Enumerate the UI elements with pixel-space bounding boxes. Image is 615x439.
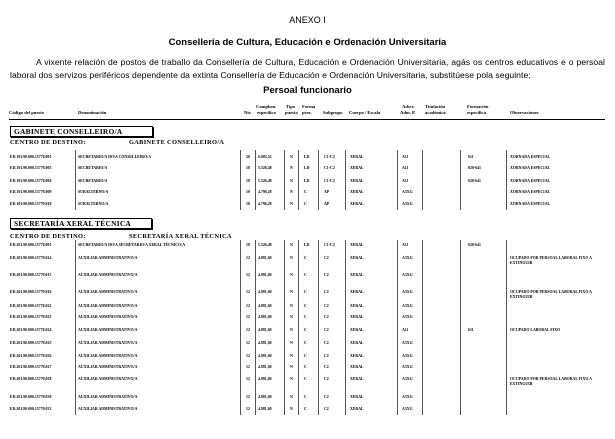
row-complemento: 4.881,60 <box>258 407 272 411</box>
row-observaciones: XORNADA ESPECIAL <box>510 179 551 183</box>
row-adscr: A3XG <box>402 407 413 411</box>
row-name: AUXILIAR ADMINISTRATIVO/A <box>78 377 138 381</box>
col-subgrupo: Subgrupo <box>323 110 343 115</box>
row-subgrupo: C2 <box>324 407 329 411</box>
row-forma: C <box>304 256 307 260</box>
table-row <box>0 290 615 299</box>
table-row <box>0 354 615 363</box>
col-forma-2: prov. <box>302 110 312 115</box>
table-row <box>0 155 615 164</box>
column-divider <box>460 150 461 210</box>
table-row <box>0 243 615 252</box>
column-divider <box>255 150 256 210</box>
row-tipo: N <box>290 273 293 277</box>
row-complemento: 5.526,48 <box>258 166 272 170</box>
table-row <box>0 341 615 350</box>
row-niv: 12 <box>246 304 250 308</box>
row-adscr: A3XG <box>402 315 413 319</box>
table-row <box>0 407 615 416</box>
col-tipo-1: Tipo <box>286 104 296 109</box>
row-forma: C <box>304 341 307 345</box>
row-corpo: XERAL <box>350 243 364 247</box>
row-complemento: 4.881,60 <box>258 315 272 319</box>
row-code: ED.201.90.000.15770.015 <box>10 273 52 277</box>
row-observaciones: OCUPADO POR PERSOAL LABORAL FIXO A EXTINGUIR <box>510 377 592 386</box>
row-subgrupo: C2 <box>324 354 329 358</box>
column-divider <box>240 240 241 415</box>
col-niv: Niv. <box>244 110 252 115</box>
row-subgrupo: C2 <box>324 290 329 294</box>
row-corpo: XERAL <box>350 290 364 294</box>
header-rule <box>9 119 605 120</box>
row-code: ED.201.90.000.15770.016 <box>10 290 52 294</box>
row-niv: 18 <box>246 179 250 183</box>
row-adscr: A3XG <box>402 202 413 206</box>
row-adscr: A3XG <box>402 290 413 294</box>
row-niv: 12 <box>246 365 250 369</box>
row-subgrupo: C2 <box>324 256 329 260</box>
row-corpo: XERAL <box>350 166 364 170</box>
table-row <box>0 166 615 175</box>
centre-value: SECRETARÍA XERAL TÉCNICA <box>129 233 232 240</box>
row-subgrupo: C2 <box>324 341 329 345</box>
row-forma: C <box>304 377 307 381</box>
row-subgrupo: C1-C2 <box>324 179 335 183</box>
row-forma: LD <box>304 243 310 247</box>
row-code: ED.101.90.000.15770.009 <box>10 190 52 194</box>
row-complemento: 4.881,60 <box>258 377 272 381</box>
row-code: ED.201.90.000.15770.024 <box>10 328 52 332</box>
row-tipo: N <box>290 341 293 345</box>
column-divider <box>397 240 398 415</box>
column-divider <box>284 150 285 210</box>
row-corpo: XERAL <box>350 273 364 277</box>
row-niv: 12 <box>246 407 250 411</box>
row-tipo: N <box>290 190 293 194</box>
row-code: ED.201.90.000.15770.023 <box>10 315 52 319</box>
row-forma: C <box>304 190 307 194</box>
row-tipo: N <box>290 365 293 369</box>
row-name: SECRETARIO/A <box>78 166 108 170</box>
table-row <box>0 377 615 386</box>
row-niv: 10 <box>246 202 250 206</box>
row-name: AUXILIAR ADMINISTRATIVO/A <box>78 273 138 277</box>
col-observaciones: Observaciones <box>510 110 539 115</box>
row-code: ED.201.90.000.15770.022 <box>10 304 52 308</box>
row-name: AUXILIAR ADMINISTRATIVO/A <box>78 365 138 369</box>
row-corpo: XERAL <box>350 354 364 358</box>
row-code: ED.201.90.000.15770.026 <box>10 354 52 358</box>
row-corpo: XERAL <box>350 365 364 369</box>
row-tipo: N <box>290 328 293 332</box>
row-tipo: N <box>290 395 293 399</box>
row-name: SECRETARIO/A DO/A SECRETARIO/A XERAL TÉCNICO/A <box>78 243 186 247</box>
row-complemento: 4.881,60 <box>258 328 272 332</box>
row-observaciones: XORNADA ESPECIAL <box>510 166 551 170</box>
column-divider <box>345 150 346 210</box>
row-tipo: N <box>290 179 293 183</box>
row-tipo: N <box>290 243 293 247</box>
col-denominacion: Denominación <box>78 110 107 115</box>
row-adscr: A3XG <box>402 395 413 399</box>
row-corpo: XERAL <box>350 256 364 260</box>
row-niv: 20 <box>246 155 250 159</box>
row-subgrupo: AP <box>324 202 330 206</box>
centre-line-secretaria <box>10 233 232 240</box>
row-niv: 12 <box>246 377 250 381</box>
column-divider <box>75 150 76 210</box>
table-row <box>0 315 615 324</box>
row-adscr: A11 <box>402 243 409 247</box>
row-name: AUXILIAR ADMINISTRATIVO/A <box>78 304 138 308</box>
row-code: ED.201.90.000.15770.001 <box>10 243 52 247</box>
intro-paragraph: A vixente relación de postos de traballo da Consellería de Cultura, Educación e Ordenación Universitaria, agás os centros educativos e o persoal laboral dos servizos periféricos dependente da extinta Consellería de Educación e Ordenación Universitaria, substitúese pola seguinte: <box>10 57 605 80</box>
row-niv: 12 <box>246 354 250 358</box>
row-complemento: 5.526,48 <box>258 243 272 247</box>
column-divider <box>240 150 241 210</box>
row-observaciones: OCUPADO POR PERSOAL LABORAL FIXO A EXTINGUIR <box>510 256 592 265</box>
row-niv: 10 <box>246 190 250 194</box>
row-forma: C <box>304 273 307 277</box>
row-niv: 18 <box>246 166 250 170</box>
row-forma: C <box>304 407 307 411</box>
row-name: AUXILIAR ADMINISTRATIVO/A <box>78 395 138 399</box>
row-adscr: A3XG <box>402 365 413 369</box>
col-complem-2: específico <box>257 110 276 115</box>
row-complemento: 4.881,60 <box>258 256 272 260</box>
row-code: ED.101.90.000.15770.004 <box>10 179 52 183</box>
row-subgrupo: C2 <box>324 377 329 381</box>
row-name: AUXILIAR ADMINISTRATIVO/A <box>78 315 138 319</box>
row-code: ED.101.90.000.15770.010 <box>10 202 52 206</box>
row-tipo: N <box>290 304 293 308</box>
row-formacion: 020-641 <box>468 179 481 183</box>
row-name: SECRETARIO/A DO/A CONSELLEIRO/A <box>78 155 152 159</box>
row-adscr: A3XG <box>402 377 413 381</box>
row-complemento: 4.881,60 <box>258 290 272 294</box>
col-titulacion-2: académica <box>425 110 446 115</box>
row-tipo: N <box>290 290 293 294</box>
row-complemento: 4.796,28 <box>258 190 272 194</box>
column-divider <box>318 240 319 415</box>
table-row <box>0 365 615 374</box>
column-divider <box>75 240 76 415</box>
column-divider <box>318 150 319 210</box>
row-code: ED.201.90.000.15770.027 <box>10 365 52 369</box>
row-adscr: A11 <box>402 179 409 183</box>
row-niv: 12 <box>246 341 250 345</box>
centre-label: CENTRO DE DESTINO: <box>10 233 86 240</box>
column-divider <box>506 240 507 415</box>
row-name: AUXILIAR ADMINISTRATIVO/A <box>78 354 138 358</box>
row-niv: 12 <box>246 395 250 399</box>
row-subgrupo: C1-C2 <box>324 155 335 159</box>
row-niv: 12 <box>246 290 250 294</box>
row-complemento: 4.881,60 <box>258 395 272 399</box>
row-subgrupo: C2 <box>324 395 329 399</box>
row-subgrupo: C1-C2 <box>324 166 335 170</box>
row-adscr: A11 <box>402 328 409 332</box>
row-forma: C <box>304 395 307 399</box>
col-complem-1: Complem. <box>256 104 277 109</box>
row-name: AUXILIAR ADMINISTRATIVO/A <box>78 328 138 332</box>
row-formacion: 611 <box>468 155 474 159</box>
row-tipo: N <box>290 407 293 411</box>
col-codigo: Código del puesto <box>9 110 44 115</box>
col-titulacion-1: Titulación <box>425 104 446 109</box>
table-row <box>0 256 615 265</box>
row-niv: 18 <box>246 243 250 247</box>
row-subgrupo: AP <box>324 190 330 194</box>
column-divider <box>298 240 299 415</box>
row-subgrupo: C1-C2 <box>324 243 335 247</box>
row-code: ED.201.90.000.15770.014 <box>10 256 52 260</box>
group-box-gabinete: GABINETE CONSELLEIRO/A <box>10 126 153 137</box>
col-adscr-1: Adscr. <box>402 104 415 109</box>
row-corpo: XERAL <box>350 377 364 381</box>
centre-label: CENTRO DE DESTINO: <box>10 139 86 146</box>
column-divider <box>506 150 507 210</box>
row-observaciones: XORNADA ESPECIAL <box>510 155 551 159</box>
row-niv: 12 <box>246 256 250 260</box>
row-observaciones: OCUPADO LABORAL FIXO <box>510 328 561 332</box>
row-observaciones: OCUPADO POR PERSOAL LABORAL FIXO A EXTINGUIR <box>510 290 592 299</box>
centre-line-gabinete <box>10 139 225 146</box>
col-tipo-2: puesto <box>285 110 298 115</box>
row-tipo: N <box>290 155 293 159</box>
row-tipo: N <box>290 315 293 319</box>
row-tipo: N <box>290 202 293 206</box>
row-adscr: A3XG <box>402 190 413 194</box>
table-row <box>0 395 615 404</box>
row-code: ED.101.90.000.15770.001 <box>10 155 52 159</box>
row-adscr: A3XG <box>402 304 413 308</box>
row-code: ED.201.90.000.15770.033 <box>10 407 52 411</box>
col-formacion-2: específica <box>467 110 486 115</box>
row-subgrupo: C2 <box>324 365 329 369</box>
row-corpo: XERAL <box>350 190 364 194</box>
annex-title: ANEXO I <box>289 15 326 25</box>
row-adscr: A11 <box>402 166 409 170</box>
table-row <box>0 190 615 199</box>
row-name: AUXILIAR ADMINISTRATIVO/A <box>78 341 138 345</box>
column-divider <box>422 150 423 210</box>
row-complemento: 4.881,60 <box>258 273 272 277</box>
row-adscr: A3XG <box>402 354 413 358</box>
row-niv: 12 <box>246 315 250 319</box>
row-niv: 12 <box>246 273 250 277</box>
row-name: AUXILIAR ADMINISTRATIVO/A <box>78 407 138 411</box>
row-forma: LD <box>304 155 310 159</box>
row-code: ED.201.90.000.15770.030 <box>10 395 52 399</box>
row-complemento: 4.881,60 <box>258 341 272 345</box>
column-divider <box>397 150 398 210</box>
row-formacion: 611 <box>468 328 474 332</box>
row-adscr: A3XG <box>402 256 413 260</box>
row-corpo: XERAL <box>350 304 364 308</box>
row-corpo: XERAL <box>350 328 364 332</box>
row-name: AUXILIAR ADMINISTRATIVO/A <box>78 256 138 260</box>
table-row <box>0 304 615 313</box>
group-box-secretaria: SECRETARÍA XERAL TÉCNICA <box>10 218 152 229</box>
row-forma: C <box>304 354 307 358</box>
row-corpo: XERAL <box>350 315 364 319</box>
row-corpo: XERAL <box>350 155 364 159</box>
column-divider <box>284 240 285 415</box>
column-divider <box>298 150 299 210</box>
row-forma: LD <box>304 166 310 170</box>
col-formacion-1: Formación <box>467 104 489 109</box>
row-code: ED.201.90.000.15770.025 <box>10 341 52 345</box>
row-forma: C <box>304 290 307 294</box>
row-forma: C <box>304 365 307 369</box>
row-code: ED.201.90.000.15770.028 <box>10 377 52 381</box>
column-divider <box>460 240 461 415</box>
row-niv: 12 <box>246 328 250 332</box>
row-code: ED.101.90.000.15770.003 <box>10 166 52 170</box>
row-name: SUBALTERNO/A <box>78 202 109 206</box>
row-forma: LD <box>304 179 310 183</box>
row-complemento: 4.881,60 <box>258 354 272 358</box>
table-row <box>0 179 615 188</box>
row-complemento: 4.881,60 <box>258 365 272 369</box>
row-complemento: 6.003,52 <box>258 155 272 159</box>
row-corpo: XERAL <box>350 179 364 183</box>
row-forma: C <box>304 304 307 308</box>
row-tipo: N <box>290 256 293 260</box>
column-divider <box>255 240 256 415</box>
row-forma: C <box>304 315 307 319</box>
col-cuerpo: Cuerpo / Escala <box>349 110 381 115</box>
row-adscr: A3XG <box>402 341 413 345</box>
row-observaciones: XORNADA ESPECIAL <box>510 190 551 194</box>
table-row <box>0 273 615 282</box>
row-forma: C <box>304 328 307 332</box>
row-tipo: N <box>290 377 293 381</box>
row-name: AUXILIAR ADMINISTRATIVO/A <box>78 290 138 294</box>
table-row <box>0 328 615 337</box>
row-complemento: 4.796,28 <box>258 202 272 206</box>
row-corpo: XERAL <box>350 341 364 345</box>
row-subgrupo: C2 <box>324 304 329 308</box>
row-subgrupo: C2 <box>324 273 329 277</box>
department-title: Consellería de Cultura, Educación e Ordenación Universitaria <box>168 37 447 48</box>
row-formacion: 020-641 <box>468 166 481 170</box>
col-forma-1: Forma <box>302 104 316 109</box>
row-formacion: 020-641 <box>468 243 481 247</box>
row-forma: C <box>304 202 307 206</box>
row-complemento: 5.526,48 <box>258 179 272 183</box>
row-corpo: XERAL <box>350 407 364 411</box>
col-adscr-2: Adm. P. <box>400 110 416 115</box>
row-name: SUBALTERNO/A <box>78 190 109 194</box>
row-adscr: A3XG <box>402 273 413 277</box>
row-corpo: XERAL <box>350 202 364 206</box>
table-row <box>0 202 615 211</box>
column-divider <box>422 240 423 415</box>
centre-value: GABINETE CONSELLEIRO/A <box>129 139 225 146</box>
row-tipo: N <box>290 354 293 358</box>
row-observaciones: XORNADA ESPECIAL <box>510 202 551 206</box>
column-divider <box>345 240 346 415</box>
row-name: SECRETARIO/A <box>78 179 108 183</box>
row-subgrupo: C2 <box>324 328 329 332</box>
section-title: Persoal funcionario <box>263 85 352 96</box>
row-complemento: 4.881,60 <box>258 304 272 308</box>
row-tipo: N <box>290 166 293 170</box>
row-subgrupo: C2 <box>324 315 329 319</box>
row-corpo: XERAL <box>350 395 364 399</box>
row-adscr: A11 <box>402 155 409 159</box>
